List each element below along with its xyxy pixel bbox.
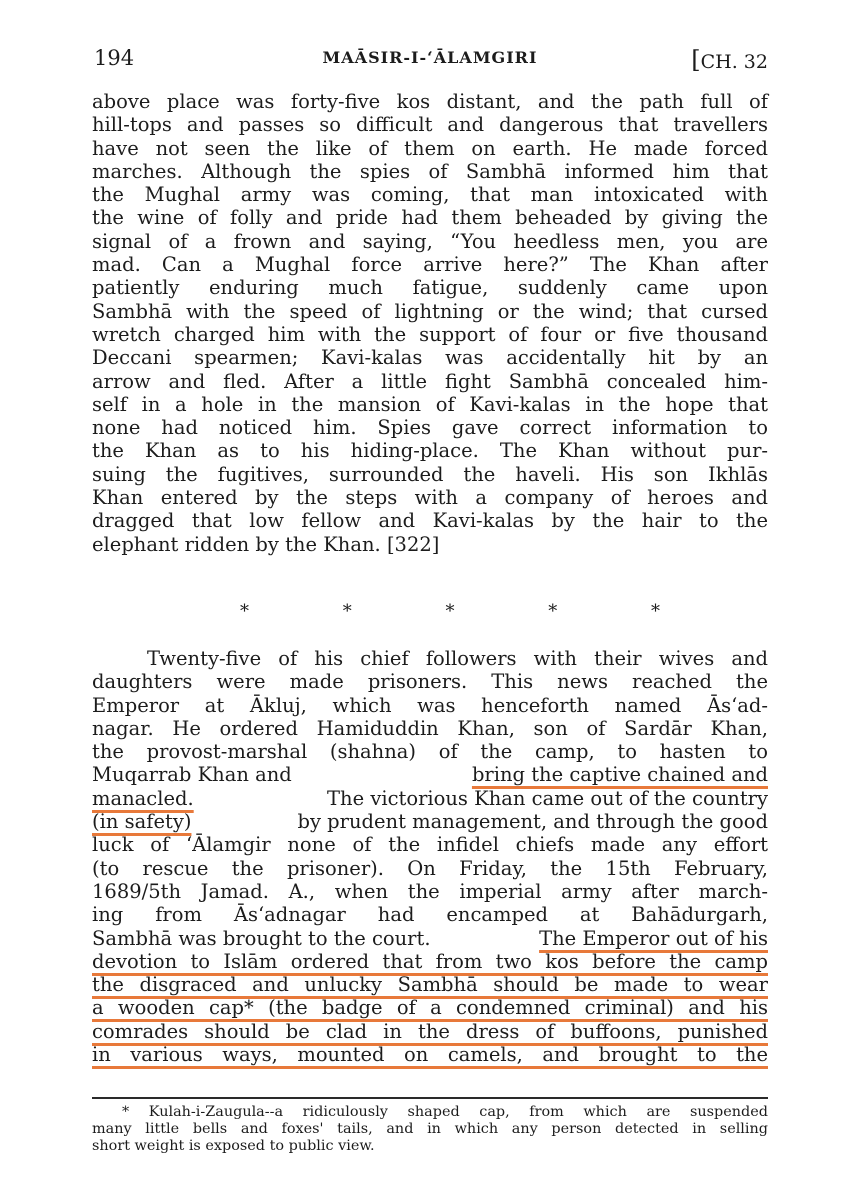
text-line: Twenty-five of his chief followers with their wives and [147, 647, 768, 670]
footnote [92, 1104, 768, 1155]
separator-star: * [240, 601, 249, 622]
text-line: elephant ridden by the Khan. [322] [92, 532, 440, 556]
text-line: luck of ‘Ālamgir none of the infidel chiefs made any effort [92, 833, 768, 857]
text-line: the Mughal army was coming, that man intoxicated with [92, 183, 768, 207]
highlighted-line: devotion to Islām ordered that from two kos before the camp [92, 949, 768, 973]
text-line: the Khan as to his hiding-place. The Khan without pur- [92, 439, 768, 463]
text-segment: by prudent management, and through the good [291, 810, 768, 834]
text-line [92, 810, 768, 833]
text-line [92, 763, 768, 786]
separator-star: * [445, 601, 455, 622]
running-title: MAĀSIR-I-‘ĀLAMGIRI [322, 48, 538, 67]
text-line [92, 927, 768, 950]
text-line: mad. Can a Mughal force arrive here?” The Khan after [92, 253, 768, 277]
text-line: the provost-marshal (shahna) of the camp, to hasten to [92, 740, 768, 764]
highlighted-text: (in safety) [92, 810, 192, 834]
separator-star: * [651, 601, 660, 622]
text-segment: Muqarrab Khan and [92, 763, 298, 787]
chapter-bracket: [ [691, 46, 701, 74]
text-line: have not seen the like of them on earth. He made forced [92, 136, 768, 160]
text-line: above place was forty-five kos distant, and the path full of [92, 90, 768, 113]
text-line: signal of a frown and saying, “You heedless men, you are [92, 229, 768, 253]
highlighted-line: a wooden cap* (the badge of a condemned criminal) and his [92, 996, 768, 1020]
highlighted-line: the disgraced and unlucky Sambhā should be made to wear [92, 973, 768, 997]
highlighted-text: The Emperor out of his [539, 926, 768, 950]
text-line: hill-tops and passes so difficult and dangerous that travellers [92, 113, 768, 137]
text-line: the wine of folly and pride had them beheaded by giving the [92, 206, 768, 230]
chapter-label [691, 46, 768, 74]
text-line [92, 787, 768, 810]
text-line: Khan entered by the steps with a company of heroes and [92, 486, 768, 510]
text-line: wretch charged him with the support of four or five thousand [92, 322, 768, 346]
page-number: 194 [94, 46, 135, 70]
text-segment: Sambhā was brought to the court. [92, 926, 443, 950]
text-line: nagar. He ordered Hamiduddin Khan, son of Sardār Khan, [92, 716, 768, 740]
text-line: patiently enduring much fatigue, suddenly came upon [92, 276, 768, 300]
footnote-line: many little bells and foxes' tails, and in which any person detected in selling [92, 1121, 768, 1137]
separator-star: * [342, 601, 352, 622]
footnote-line: * Kulah-i-Zaugula--a ridiculously shaped cap, from which are suspended [122, 1104, 768, 1120]
footnote-rule [92, 1097, 768, 1099]
text-line: Deccani spearmen; Kavi-kalas was accidentally hit by an [92, 346, 768, 370]
text-line: 1689/5th Jamad. A., when the imperial army after march- [92, 879, 768, 903]
text-line: arrow and fled. After a little fight Sambhā concealed him- [92, 369, 768, 393]
text-line: (to rescue the prisoner). On Friday, the 15th February, [92, 856, 768, 880]
text-line: suing the fugitives, surrounded the haveli. His son Ikhlās [92, 462, 768, 486]
text-segment: The victorious Khan came out of the country [314, 786, 768, 810]
section-separator [240, 601, 660, 622]
chapter-text: CH. 32 [700, 51, 768, 73]
highlighted-text: manacled. [92, 786, 194, 810]
highlighted-line: in various ways, mounted on camels, and brought to the [92, 1043, 768, 1067]
paragraph-1 [92, 90, 768, 556]
text-line: marches. Although the spies of Sambhā informed him that [92, 159, 768, 183]
page-header [92, 46, 768, 74]
text-line: Sambhā with the speed of lightning or the wind; that cursed [92, 299, 768, 323]
text-line: self in a hole in the mansion of Kavi-kalas in the hope that [92, 392, 768, 416]
text-line: ing from Ās‘adnagar had encamped at Bahādurgarh, [92, 903, 768, 927]
footnote-line: short weight is exposed to public view. [92, 1138, 375, 1154]
text-line: Emperor at Ākluj, which was henceforth named Ās‘ad- [92, 693, 768, 717]
text-line: none had noticed him. Spies gave correct information to [92, 416, 768, 440]
paragraph-2 [92, 647, 768, 1066]
highlighted-line: comrades should be clad in the dress of buffoons, punished [92, 1019, 768, 1043]
separator-star: * [548, 601, 558, 622]
text-line: daughters were made prisoners. This news reached the [92, 670, 768, 694]
highlighted-text: bring the captive chained and [471, 763, 768, 787]
text-line: dragged that low fellow and Kavi-kalas by the hair to the [92, 509, 768, 533]
